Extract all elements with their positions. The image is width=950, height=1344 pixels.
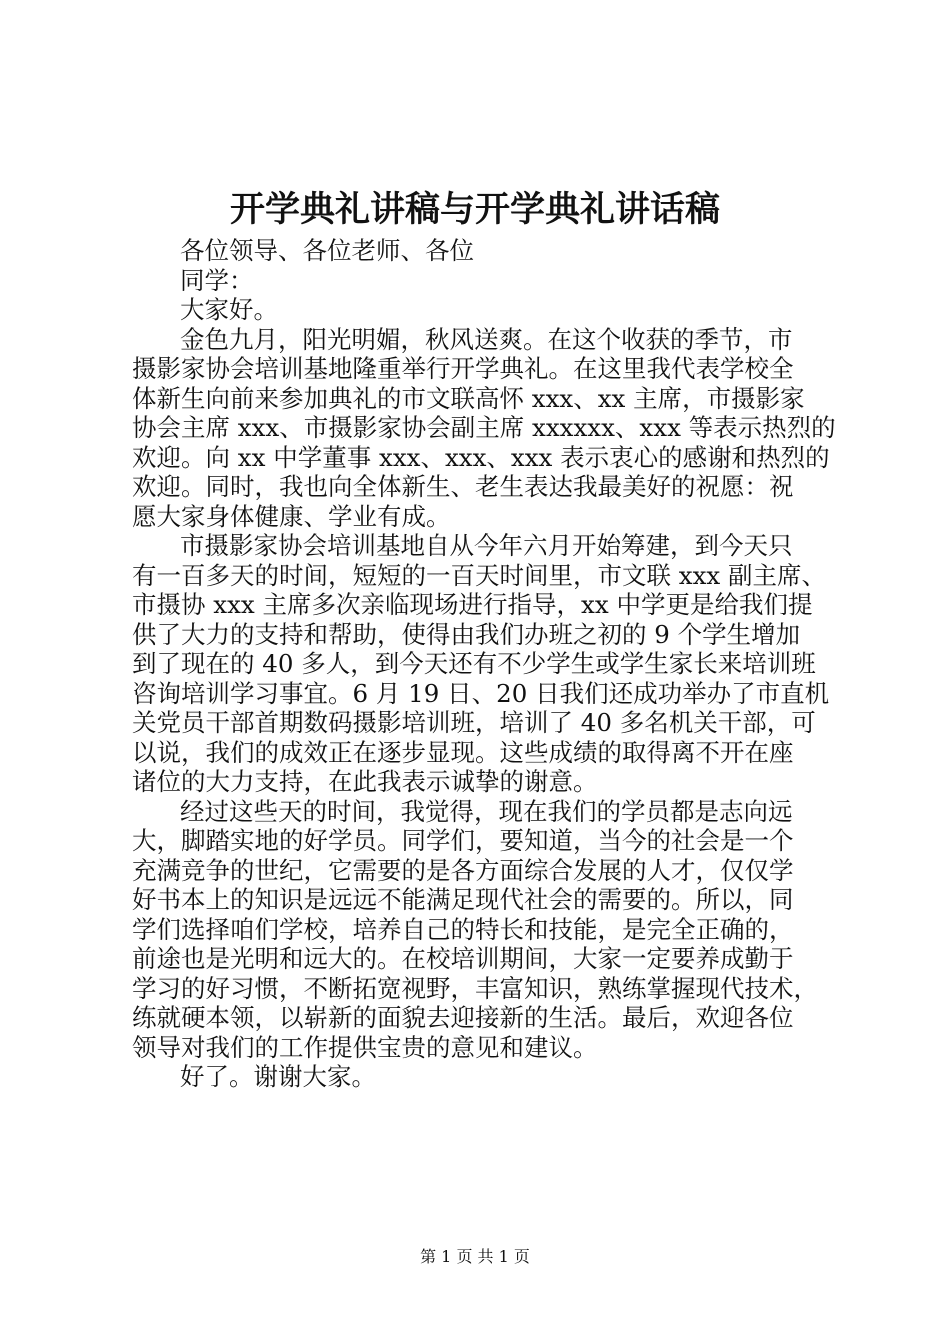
body-line: 经过这些天的时间，我觉得，现在我们的学员都是志向远 xyxy=(180,796,793,826)
body-line: 学们选择咱们学校，培养自己的特长和技能，是完全正确的， xyxy=(132,914,794,944)
body-line: 前途也是光明和远大的。在校培训期间，大家一定要养成勤于 xyxy=(132,944,794,973)
page-footer: 第 1 页 共 1 页 xyxy=(420,1247,530,1266)
body-line: 各位领导、各位老师、各位 xyxy=(180,236,474,265)
body-line: 欢迎。向 xx 中学董事 xxx、xxx、xxx 表示衷心的感谢和热烈的 xyxy=(132,442,830,472)
body-line: 以说，我们的成效正在逐步显现。这些成绩的取得离不开在座 xyxy=(132,737,794,767)
body-line: 摄影家协会培训基地隆重举行开学典礼。在这里我代表学校全 xyxy=(132,354,794,383)
body-line: 市摄影家协会培训基地自从今年六月开始筹建，到今天只 xyxy=(180,531,793,560)
body-line: 体新生向前来参加典礼的市文联高怀 xxx、xx 主席，市摄影家 xyxy=(132,383,805,413)
body-line: 关党员干部首期数码摄影培训班，培训了 40 多名机关干部，可 xyxy=(132,708,816,737)
document-body xyxy=(132,236,836,1092)
body-line: 练就硬本领，以崭新的面貌去迎接新的生活。最后，欢迎各位 xyxy=(132,1003,794,1032)
body-line: 大，脚踏实地的好学员。同学们，要知道，当今的社会是一个 xyxy=(132,826,794,855)
body-line: 市摄协 xxx 主席多次亲临现场进行指导，xx 中学更是给我们提 xyxy=(132,590,813,619)
body-line: 金色九月，阳光明媚，秋风送爽。在这个收获的季节，市 xyxy=(180,324,793,354)
body-line: 领导对我们的工作提供宝贵的意见和建议。 xyxy=(132,1032,598,1062)
body-line: 到了现在的 40 多人，到今天还有不少学生或学生家长来培训班 xyxy=(132,649,816,678)
body-line: 好了。谢谢大家。 xyxy=(180,1062,376,1091)
body-line: 好书本上的知识是远远不能满足现代社会的需要的。所以，同 xyxy=(132,885,794,914)
body-line: 协会主席 xxx、市摄影家协会副主席 xxxxxx、xxx 等表示热烈的 xyxy=(132,413,836,442)
body-line: 学习的好习惯，不断拓宽视野，丰富知识，熟练掌握现代技术， xyxy=(132,973,818,1003)
document-title: 开学典礼讲稿与开学典礼讲话稿 xyxy=(229,189,720,230)
body-line: 同学： xyxy=(180,265,254,295)
body-line: 愿大家身体健康、学业有成。 xyxy=(132,501,451,531)
body-line: 供了大力的支持和帮助，使得由我们办班之初的 9 个学生增加 xyxy=(132,619,801,649)
body-line: 有一百多天的时间，短短的一百天时间里，市文联 xxx 副主席、 xyxy=(132,560,827,590)
body-line: 大家好。 xyxy=(180,295,278,324)
body-line: 充满竞争的世纪，它需要的是各方面综合发展的人才，仅仅学 xyxy=(132,855,794,885)
body-line: 诸位的大力支持，在此我表示诚挚的谢意。 xyxy=(132,767,598,796)
body-line: 欢迎。同时，我也向全体新生、老生表达我最美好的祝愿：祝 xyxy=(132,472,794,501)
body-line: 咨询培训学习事宜。6 月 19 日、20 日我们还成功举办了市直机 xyxy=(132,678,830,708)
